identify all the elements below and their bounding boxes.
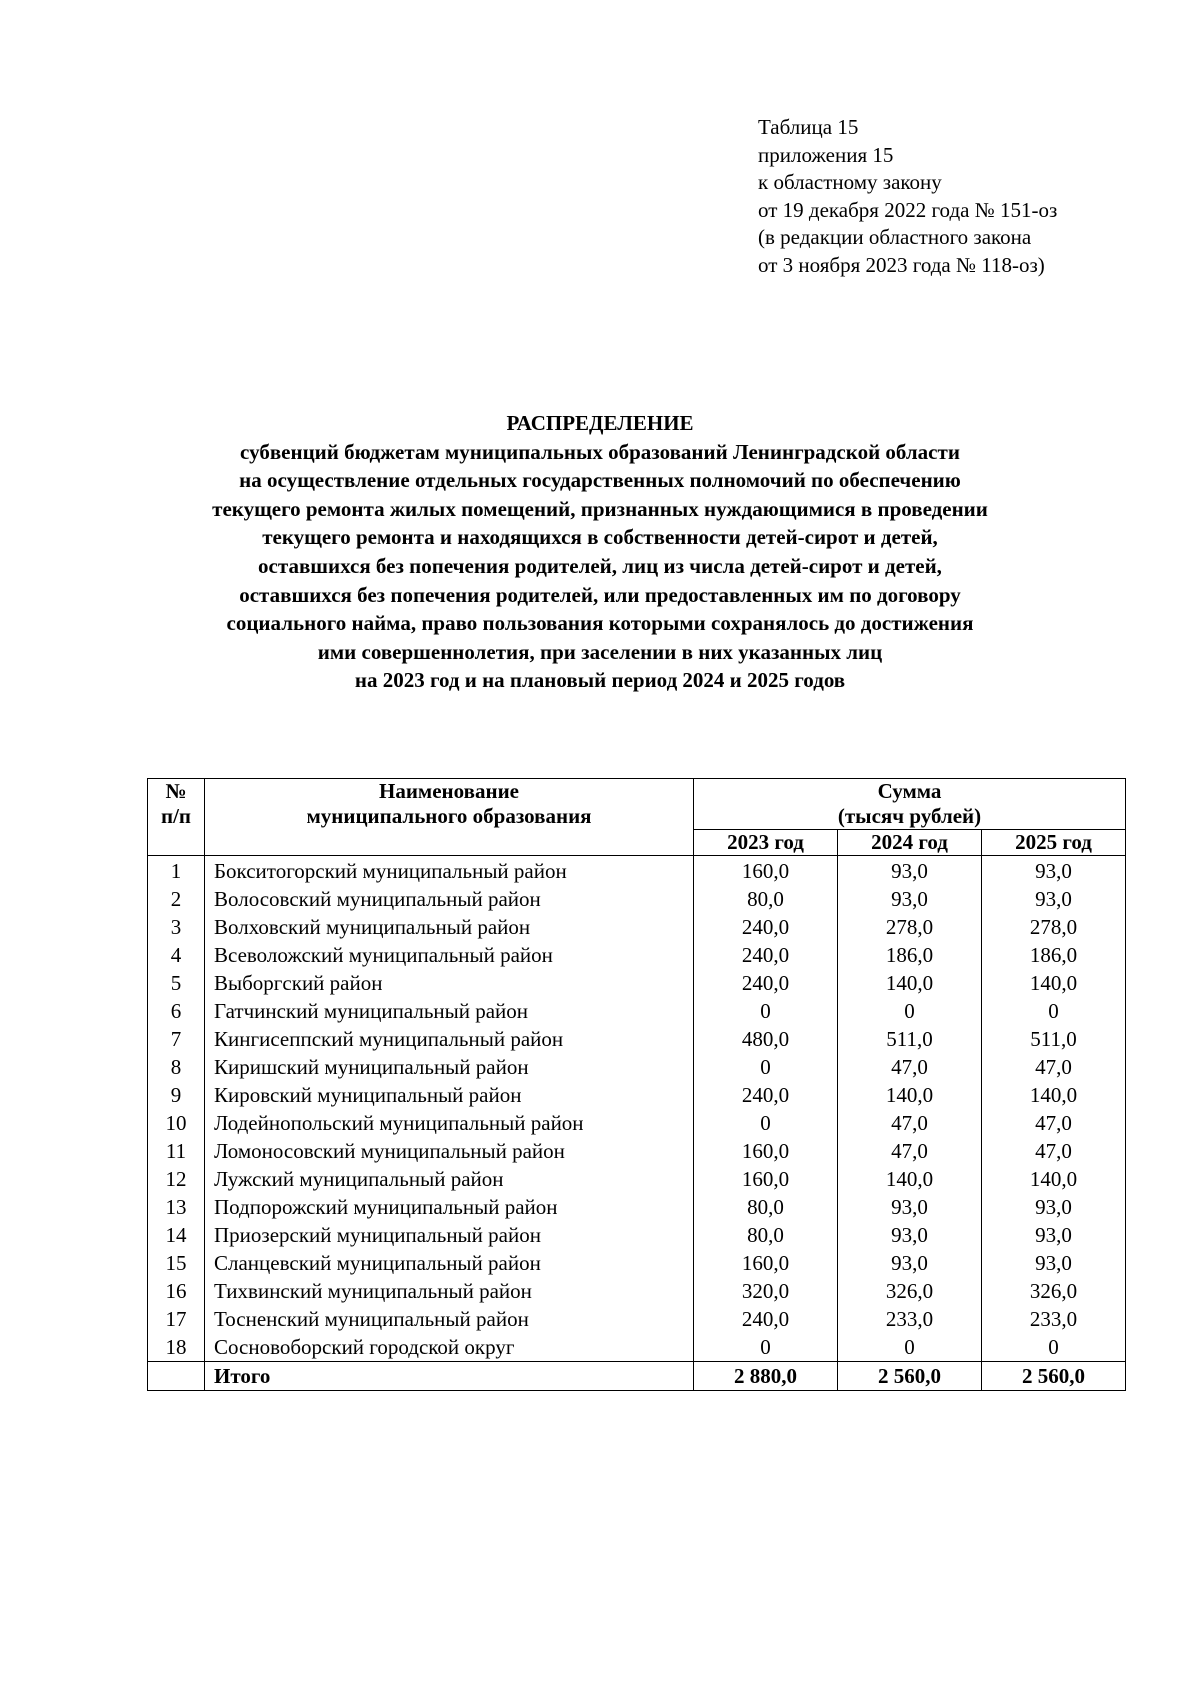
amount-2025: 326,0	[982, 1277, 1126, 1305]
appendix-line: (в редакции областного закона	[758, 225, 1032, 249]
municipality-name: Сосновоборский городской округ	[205, 1333, 694, 1362]
appendix-line: к областному закону	[758, 170, 942, 194]
appendix-line: от 19 декабря 2022 года № 151-оз	[758, 197, 1058, 222]
amount-2023: 0	[694, 1053, 838, 1081]
municipality-name: Кингисеппский муниципальный район	[205, 1025, 694, 1053]
amount-2023: 80,0	[694, 1221, 838, 1249]
amount-2023: 80,0	[694, 885, 838, 913]
amount-2024: 186,0	[838, 941, 982, 969]
appendix-line: от 3 ноября 2023 года № 118-оз)	[758, 252, 1045, 277]
title-line: ими совершеннолетия, при заселении в них указанных лиц	[317, 639, 883, 664]
table-row	[148, 1053, 1126, 1081]
table-row	[148, 1193, 1126, 1221]
table-row	[148, 1333, 1126, 1362]
header-year-2025: 2025 год	[982, 830, 1126, 856]
amount-2025: 140,0	[982, 1081, 1126, 1109]
amount-2023: 320,0	[694, 1277, 838, 1305]
header-num-line2: п/п	[160, 804, 192, 828]
row-number: 3	[148, 913, 205, 941]
row-number: 18	[148, 1333, 205, 1362]
header-sum	[694, 779, 1126, 830]
municipality-name: Волховский муниципальный район	[205, 913, 694, 941]
amount-2025: 0	[982, 1333, 1126, 1362]
municipality-name: Тихвинский муниципальный район	[205, 1277, 694, 1305]
amount-2023: 240,0	[694, 1305, 838, 1333]
header-name-line1: Наименование	[379, 779, 519, 803]
amount-2025: 93,0	[982, 1193, 1126, 1221]
appendix-line: Таблица 15	[758, 115, 859, 139]
amount-2024: 140,0	[838, 1165, 982, 1193]
header-num	[148, 779, 205, 856]
title-line: на 2023 год и на плановый период 2024 и 2025 годов	[354, 668, 846, 693]
amount-2023: 240,0	[694, 969, 838, 997]
title-line: оставшихся без попечения родителей, лиц из числа детей-сирот и детей,	[258, 553, 942, 578]
title-line: на осуществление отдельных государственных полномочий по обеспечению	[239, 468, 961, 493]
amount-2025: 140,0	[982, 1165, 1126, 1193]
header-year-2024: 2024 год	[838, 830, 982, 856]
total-2025: 2 560,0	[982, 1362, 1126, 1391]
amount-2024: 0	[838, 1333, 982, 1362]
municipality-name: Сланцевский муниципальный район	[205, 1249, 694, 1277]
amount-2023: 240,0	[694, 913, 838, 941]
row-number: 8	[148, 1053, 205, 1081]
amount-2023: 160,0	[694, 1249, 838, 1277]
municipality-name: Выборгский район	[205, 969, 694, 997]
table-row	[148, 1025, 1126, 1053]
header-name	[205, 779, 694, 856]
amount-2025: 47,0	[982, 1137, 1126, 1165]
table-row	[148, 913, 1126, 941]
amount-2024: 47,0	[838, 1137, 982, 1165]
row-number: 2	[148, 885, 205, 913]
table-body	[148, 856, 1126, 1391]
title-line: субвенций бюджетам муниципальных образований Ленинградской области	[240, 439, 960, 464]
total-label: Итого	[205, 1362, 694, 1391]
amount-2024: 93,0	[838, 885, 982, 913]
table-row	[148, 1277, 1126, 1305]
header-num-line1: №	[165, 779, 187, 803]
table-row	[148, 1305, 1126, 1333]
row-number: 11	[148, 1137, 205, 1165]
amount-2024: 511,0	[838, 1025, 982, 1053]
amount-2024: 326,0	[838, 1277, 982, 1305]
row-number: 13	[148, 1193, 205, 1221]
amount-2024: 93,0	[838, 1193, 982, 1221]
amount-2023: 80,0	[694, 1193, 838, 1221]
total-num-empty	[148, 1362, 205, 1391]
row-number: 10	[148, 1109, 205, 1137]
title-line: оставшихся без попечения родителей, или предоставленных им по договору	[239, 582, 961, 607]
amount-2024: 93,0	[838, 1221, 982, 1249]
amount-2024: 0	[838, 997, 982, 1025]
municipality-name: Бокситогорский муниципальный район	[205, 856, 694, 886]
municipality-name: Гатчинский муниципальный район	[205, 997, 694, 1025]
amount-2024: 278,0	[838, 913, 982, 941]
amount-2025: 233,0	[982, 1305, 1126, 1333]
total-2023: 2 880,0	[694, 1362, 838, 1391]
amount-2024: 47,0	[838, 1053, 982, 1081]
municipality-name: Приозерский муниципальный район	[205, 1221, 694, 1249]
amount-2024: 93,0	[838, 856, 982, 886]
document-title	[100, 409, 1100, 695]
row-number: 1	[148, 856, 205, 886]
amount-2023: 240,0	[694, 941, 838, 969]
amount-2023: 160,0	[694, 1165, 838, 1193]
row-number: 9	[148, 1081, 205, 1109]
amount-2024: 233,0	[838, 1305, 982, 1333]
amount-2024: 140,0	[838, 1081, 982, 1109]
amount-2023: 0	[694, 1333, 838, 1362]
title-line: текущего ремонта и находящихся в собственности детей-сирот и детей,	[262, 525, 938, 550]
total-row	[148, 1362, 1126, 1391]
amount-2025: 0	[982, 997, 1126, 1025]
table-row	[148, 1165, 1126, 1193]
appendix-line: приложения 15	[758, 142, 894, 167]
header-sum-line1: Сумма	[877, 779, 942, 803]
amount-2025: 47,0	[982, 1053, 1126, 1081]
row-number: 16	[148, 1277, 205, 1305]
table-row	[148, 1109, 1126, 1137]
municipality-name: Киришский муниципальный район	[205, 1053, 694, 1081]
amount-2023: 160,0	[694, 856, 838, 886]
amount-2025: 93,0	[982, 856, 1126, 886]
appendix-reference	[758, 114, 1057, 279]
table-row	[148, 885, 1126, 913]
table-row	[148, 1249, 1126, 1277]
row-number: 15	[148, 1249, 205, 1277]
amount-2025: 93,0	[982, 885, 1126, 913]
row-number: 14	[148, 1221, 205, 1249]
amount-2023: 240,0	[694, 1081, 838, 1109]
amount-2023: 160,0	[694, 1137, 838, 1165]
row-number: 5	[148, 969, 205, 997]
municipality-name: Лодейнопольский муниципальный район	[205, 1109, 694, 1137]
amount-2025: 93,0	[982, 1249, 1126, 1277]
municipality-name: Ломоносовский муниципальный район	[205, 1137, 694, 1165]
table-row	[148, 1137, 1126, 1165]
header-year-2023: 2023 год	[694, 830, 838, 856]
amount-2024: 47,0	[838, 1109, 982, 1137]
table-header	[148, 779, 1126, 856]
municipality-name: Волосовский муниципальный район	[205, 885, 694, 913]
title-line: социального найма, право пользования которыми сохранялось до достижения	[226, 611, 974, 636]
table-row	[148, 997, 1126, 1025]
total-2024: 2 560,0	[838, 1362, 982, 1391]
amount-2025: 93,0	[982, 1221, 1126, 1249]
amount-2025: 186,0	[982, 941, 1126, 969]
row-number: 17	[148, 1305, 205, 1333]
row-number: 12	[148, 1165, 205, 1193]
title-line: РАСПРЕДЕЛЕНИЕ	[506, 411, 694, 435]
amount-2025: 278,0	[982, 913, 1126, 941]
amount-2024: 140,0	[838, 969, 982, 997]
table-row	[148, 1221, 1126, 1249]
municipality-name: Кировский муниципальный район	[205, 1081, 694, 1109]
header-sum-line2: (тысяч рублей)	[837, 804, 982, 828]
table-row	[148, 941, 1126, 969]
municipality-name: Лужский муниципальный район	[205, 1165, 694, 1193]
row-number: 6	[148, 997, 205, 1025]
header-name-line2: муниципального образования	[306, 804, 592, 828]
amount-2023: 0	[694, 1109, 838, 1137]
amount-2025: 47,0	[982, 1109, 1126, 1137]
distribution-table	[147, 778, 1126, 1391]
amount-2025: 511,0	[982, 1025, 1126, 1053]
municipality-name: Подпорожский муниципальный район	[205, 1193, 694, 1221]
row-number: 7	[148, 1025, 205, 1053]
row-number: 4	[148, 941, 205, 969]
amount-2023: 480,0	[694, 1025, 838, 1053]
table-row	[148, 856, 1126, 886]
municipality-name: Всеволожский муниципальный район	[205, 941, 694, 969]
title-line: текущего ремонта жилых помещений, признанных нуждающимися в проведении	[212, 496, 988, 521]
amount-2024: 93,0	[838, 1249, 982, 1277]
table-row	[148, 969, 1126, 997]
amount-2025: 140,0	[982, 969, 1126, 997]
municipality-name: Тосненский муниципальный район	[205, 1305, 694, 1333]
amount-2023: 0	[694, 997, 838, 1025]
table-row	[148, 1081, 1126, 1109]
